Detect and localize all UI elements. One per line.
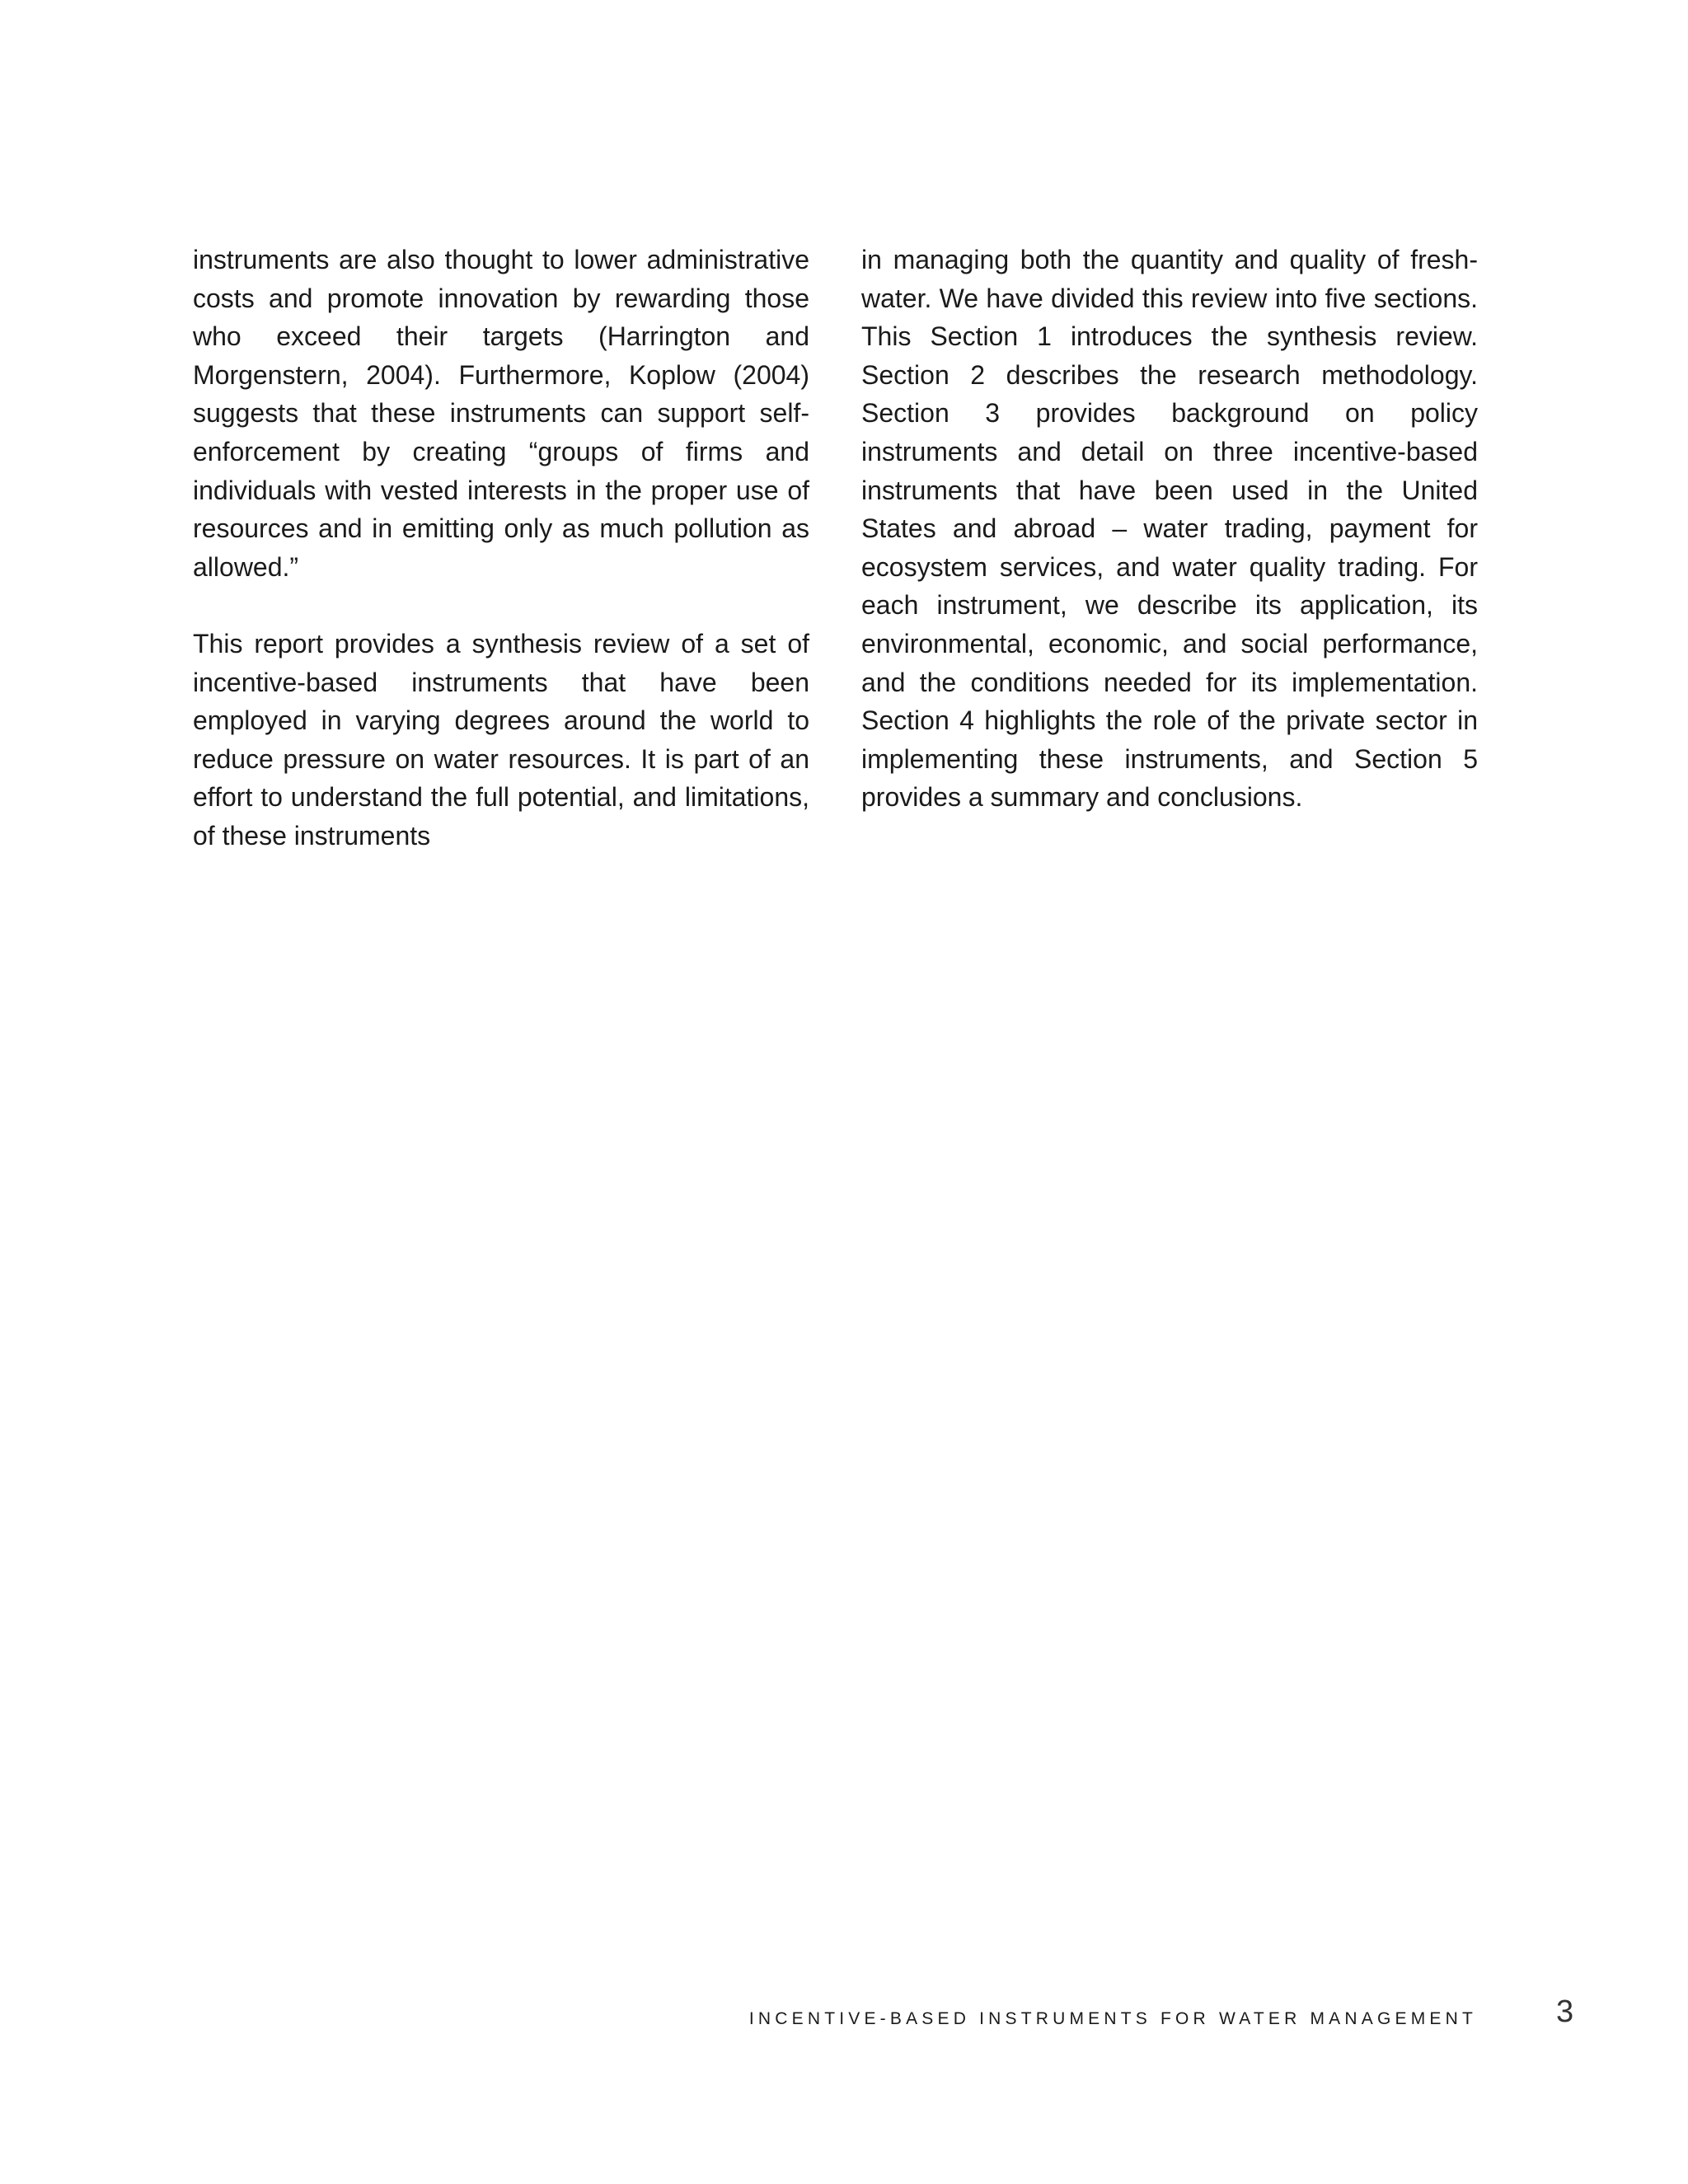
left-paragraph-1: instruments are also thought to lower administrative costs and promote innovation by rewarding those who exceed their targets (Harrington and Morgenstern, 2004). Furthermore, Koplow (2004) suggests that these instruments can support self-enforcement by creating “groups of firms and individuals with vested interests in the proper use of resources and in emitting only as much pollution as allowed.” bbox=[193, 245, 809, 582]
right-text-column bbox=[861, 241, 1478, 817]
right-paragraph-1: in managing both the quantity and quality of freshwater. We have divided this review into five sections. This Section 1 introduces the synthesis review. Section 2 describes the research methodology. Section 3 provides background on policy instruments and detail on three incentive-based instruments that have been used in the United States and abroad – water trading, payment for ecosystem services, and water quality trading. For each instrument, we describe its application, its environmental, economic, and social performance, and the conditions needed for its implementation. Section 4 highlights the role of the private sector in implementing these instruments, and Section 5 provides a summary and conclusions. bbox=[861, 245, 1478, 813]
left-text-column bbox=[193, 241, 809, 855]
page-number: 3 bbox=[1556, 1994, 1574, 2029]
left-paragraph-2: This report provides a synthesis review of a set of incentive-based instruments that have been employed in varying degrees around the world to reduce pressure on water resources. It is part of an effort to understand the full potential, and limitations, of these instruments bbox=[193, 628, 809, 851]
footer-running-title: INCENTIVE-BASED INSTRUMENTS FOR WATER MANAGEMENT bbox=[748, 2009, 1477, 2028]
